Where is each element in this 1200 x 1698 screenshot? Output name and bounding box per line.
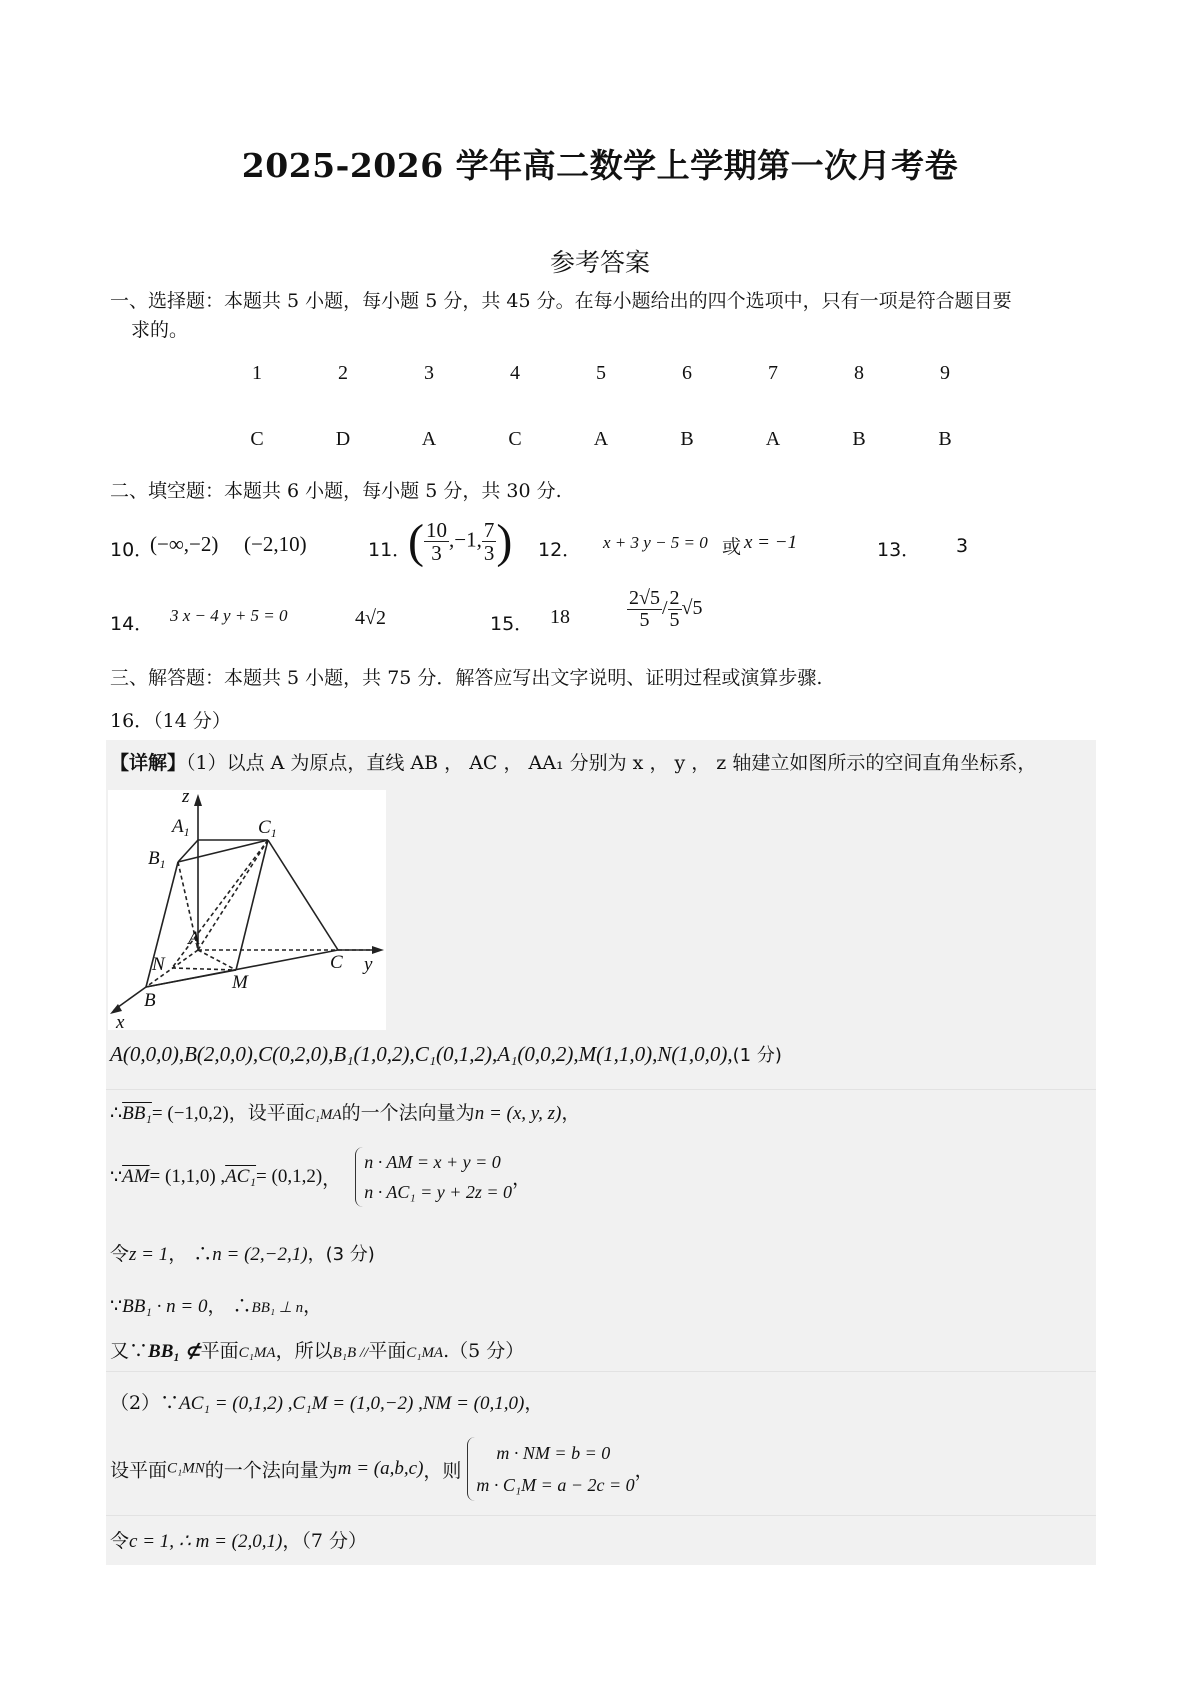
coordinates: A(0,0,0),B(2,0,0),C(0,2,0),B₁(1,0,2),C₁(0,1,2),A₁(0,0,2),M(1,1,0),N(1,0,0), (110, 1042, 733, 1066)
label-b: B (144, 990, 156, 1011)
answer-choice: A (765, 428, 781, 450)
not-subset: BB₁ ⊄ (148, 1341, 201, 1362)
label-c1: $C_1$ (258, 817, 277, 840)
text: ， (634, 1459, 654, 1482)
answer-choice: C (508, 428, 522, 450)
q13-answer: 3 (956, 535, 969, 557)
equation: n · AM = x + y = 0 (364, 1152, 501, 1172)
vec-bb1: BB₁ (122, 1103, 152, 1124)
answer-number: 4 (510, 362, 520, 384)
text: 平面 (200, 1340, 239, 1362)
text: 令 (110, 1243, 130, 1265)
text: ，所以 (275, 1340, 333, 1362)
label-b1: $B_1$ (148, 848, 166, 871)
page-title: 2025-2026 学年高二数学上学期第一次月考卷 (241, 146, 959, 185)
section3-heading: 三、解答题：本题共 5 小题，共 75 分．解答应写出文字说明、证明过程或演算步骤. (110, 667, 823, 689)
text: ， (512, 1167, 532, 1190)
vec-am: $\overline{AM}$ (122, 1166, 150, 1187)
text: ，则 (423, 1459, 462, 1482)
normal-vector-m: m = (a,b,c) (337, 1458, 424, 1479)
divider (106, 1515, 1096, 1516)
plane-c1ma: C₁MA (238, 1345, 276, 1361)
prism-figure (108, 790, 386, 1030)
text: 令 (110, 1530, 130, 1552)
normal-vector-m-value: c = 1, ∴ m = (2,0,1) (129, 1531, 283, 1552)
q11-frac1-den: 3 (431, 541, 442, 565)
plane-c1ma: C₁MA (304, 1107, 342, 1123)
label-a: A (188, 928, 200, 949)
equation: m · C₁M = a − 2c = 0 (476, 1475, 635, 1495)
q11-frac1-num: 10 (425, 517, 447, 542)
normal-vector-n-value: n = (2,−2,1) (212, 1244, 308, 1265)
edge-c1c (268, 840, 338, 950)
parallel-line (110, 1336, 524, 1363)
vec-bb1-value: = (−1,0,2) (151, 1103, 229, 1124)
answer-number: 2 (338, 362, 348, 384)
text: 的一个法向量为 (204, 1459, 338, 1482)
label-y: y (364, 954, 373, 975)
therefore-symbol: ∴ (110, 1102, 123, 1124)
q12-answer-2: x = −1 (744, 532, 798, 553)
equation: m · NM = b = 0 (496, 1443, 611, 1463)
edge-nm (172, 968, 236, 970)
text: ， ∴ (207, 1295, 252, 1317)
q16-heading: 16．（14 分） (110, 710, 231, 732)
prism-diagram (108, 790, 386, 1030)
section1-heading: 一、选择题：本题共 5 小题，每小题 5 分，共 45 分。在每小题给出的四个选项中，只有一项是符合题目要 (110, 290, 1012, 312)
text: （2）∵ (110, 1392, 180, 1414)
because-symbol: ∵ (110, 1166, 123, 1188)
vec-ac1: AC₁ (225, 1166, 257, 1187)
q15-tail: √5 (681, 597, 703, 620)
detail-tag: 【详解】 (110, 752, 187, 774)
q12-label: 12． (538, 539, 582, 561)
answer-number: 5 (596, 362, 606, 384)
section2-heading: 二、填空题：本题共 6 小题，每小题 5 分，共 30 分. (110, 480, 562, 502)
equation: n · AC₁ = y + 2z = 0 (364, 1182, 513, 1202)
q12-answer-1: x + 3 y − 5 = 0 (603, 533, 708, 552)
q15-label: 15． (490, 613, 534, 635)
text: ， (561, 1102, 581, 1124)
q15-answer-1: 18 (550, 606, 570, 628)
solution-intro (110, 748, 1036, 775)
label-m: M (232, 972, 248, 993)
edge-a1b1 (178, 840, 198, 862)
text: 设平面 (110, 1459, 168, 1482)
text: 又∵ (110, 1340, 149, 1362)
q13-label: 13． (877, 539, 921, 561)
coordinates-score: (1 分) (732, 1045, 782, 1066)
dot-line (110, 1291, 322, 1318)
q15-frac2-den: 5 (669, 609, 680, 631)
z-arrow (194, 794, 202, 806)
answer-number: 6 (682, 362, 692, 384)
am-line (110, 1147, 531, 1207)
answer-number: 7 (768, 362, 778, 384)
perpendicular: BB₁ ⊥ n (251, 1300, 304, 1316)
q12-or: 或 (722, 536, 742, 558)
text: ， (303, 1295, 323, 1317)
score: .（5 分） (443, 1340, 525, 1362)
q11-mid: ,−1, (448, 527, 482, 552)
edge-ac1 (198, 840, 268, 950)
text: 的一个法向量为 (341, 1102, 475, 1124)
c-line (110, 1526, 367, 1553)
part2-line (110, 1388, 543, 1415)
label-x: x (116, 1012, 125, 1030)
score: ，(3 分) (307, 1244, 375, 1265)
q11-label: 11． (368, 539, 412, 561)
answer-number: 8 (854, 362, 864, 384)
q11-frac2-den: 3 (483, 541, 495, 565)
q15-frac2-num: 2 (669, 587, 680, 609)
q14-answer-1: 3 x − 4 y + 5 = 0 (170, 606, 288, 625)
answer-choice: C (250, 428, 264, 450)
answer-number: 1 (252, 362, 262, 384)
equation-system-2 (467, 1437, 634, 1501)
z-line (110, 1239, 375, 1266)
dot-product: BB₁ · n = 0 (122, 1296, 208, 1317)
text: ， (322, 1167, 342, 1190)
detail-text: （1）以点 A 为原点，直线 AB ， AC ， AA₁ 分别为 x ， y ， z 轴建立如图所示的空间直角坐标系， (186, 752, 1037, 774)
q10-label: 10． (110, 539, 154, 561)
score: ，（7 分） (282, 1530, 367, 1552)
answer-choice: A (593, 428, 609, 450)
q10-answer-2: (−2,10) (244, 532, 307, 556)
q10-answer-1: (−∞,−2) (150, 532, 219, 556)
answer-number: 9 (940, 362, 950, 384)
text: ， ∴ (168, 1243, 213, 1265)
edge-am (198, 950, 236, 970)
text: ， (524, 1392, 544, 1414)
label-z: z (182, 790, 190, 807)
bb1-line (110, 1098, 580, 1125)
page-subtitle: 参考答案 (549, 248, 650, 277)
answer-choice: B (680, 428, 694, 450)
normal-vector-n: n = (x, y, z) (474, 1103, 562, 1124)
answer-choice: B (852, 428, 866, 450)
z-value: z = 1 (129, 1244, 169, 1265)
divider (106, 1371, 1096, 1372)
because-symbol: ∵ (110, 1295, 123, 1317)
label-a1: $A_1$ (172, 816, 190, 839)
section1-heading-cont: 求的。 (131, 319, 189, 341)
answer-choice: B (938, 428, 952, 450)
text: ，设平面 (228, 1102, 305, 1124)
q15-frac-num: 2√5 (629, 587, 660, 609)
parallel: B₁B // (332, 1345, 369, 1361)
plane-c1mn: C₁MN (167, 1460, 205, 1477)
divider (106, 1089, 1096, 1090)
y-arrow (372, 946, 384, 954)
label-n: N (152, 954, 165, 975)
q11-frac2-num: 7 (483, 517, 495, 542)
q15-answer-2 (627, 588, 703, 631)
vectors: AC₁ = (0,1,2) ,C₁M = (1,0,−2) ,NM = (0,1,0) (179, 1393, 525, 1414)
q15-frac-den: 5 (639, 609, 650, 631)
coordinates-line (110, 1041, 782, 1067)
answer-number: 3 (424, 362, 434, 384)
normal-m-line (110, 1437, 654, 1501)
equation-system-1 (355, 1147, 512, 1207)
answer-choice: D (335, 428, 351, 450)
q15-slash: / (661, 597, 668, 620)
label-c: C (330, 952, 343, 973)
plane-c1ma: C₁MA (406, 1345, 444, 1361)
q11-answer: ( $\frac{10}{3}$ ,−1, $\frac{7}{3}$ ) (408, 515, 513, 568)
answer-choice: A (421, 428, 437, 450)
text: 平面 (368, 1340, 407, 1362)
vec-am-value: = (1,1,0) , (149, 1166, 226, 1187)
vec-ac1-value: = (0,1,2) (256, 1166, 323, 1187)
q14-answer-2: 4√2 (355, 607, 386, 629)
q14-label: 14． (110, 613, 154, 635)
